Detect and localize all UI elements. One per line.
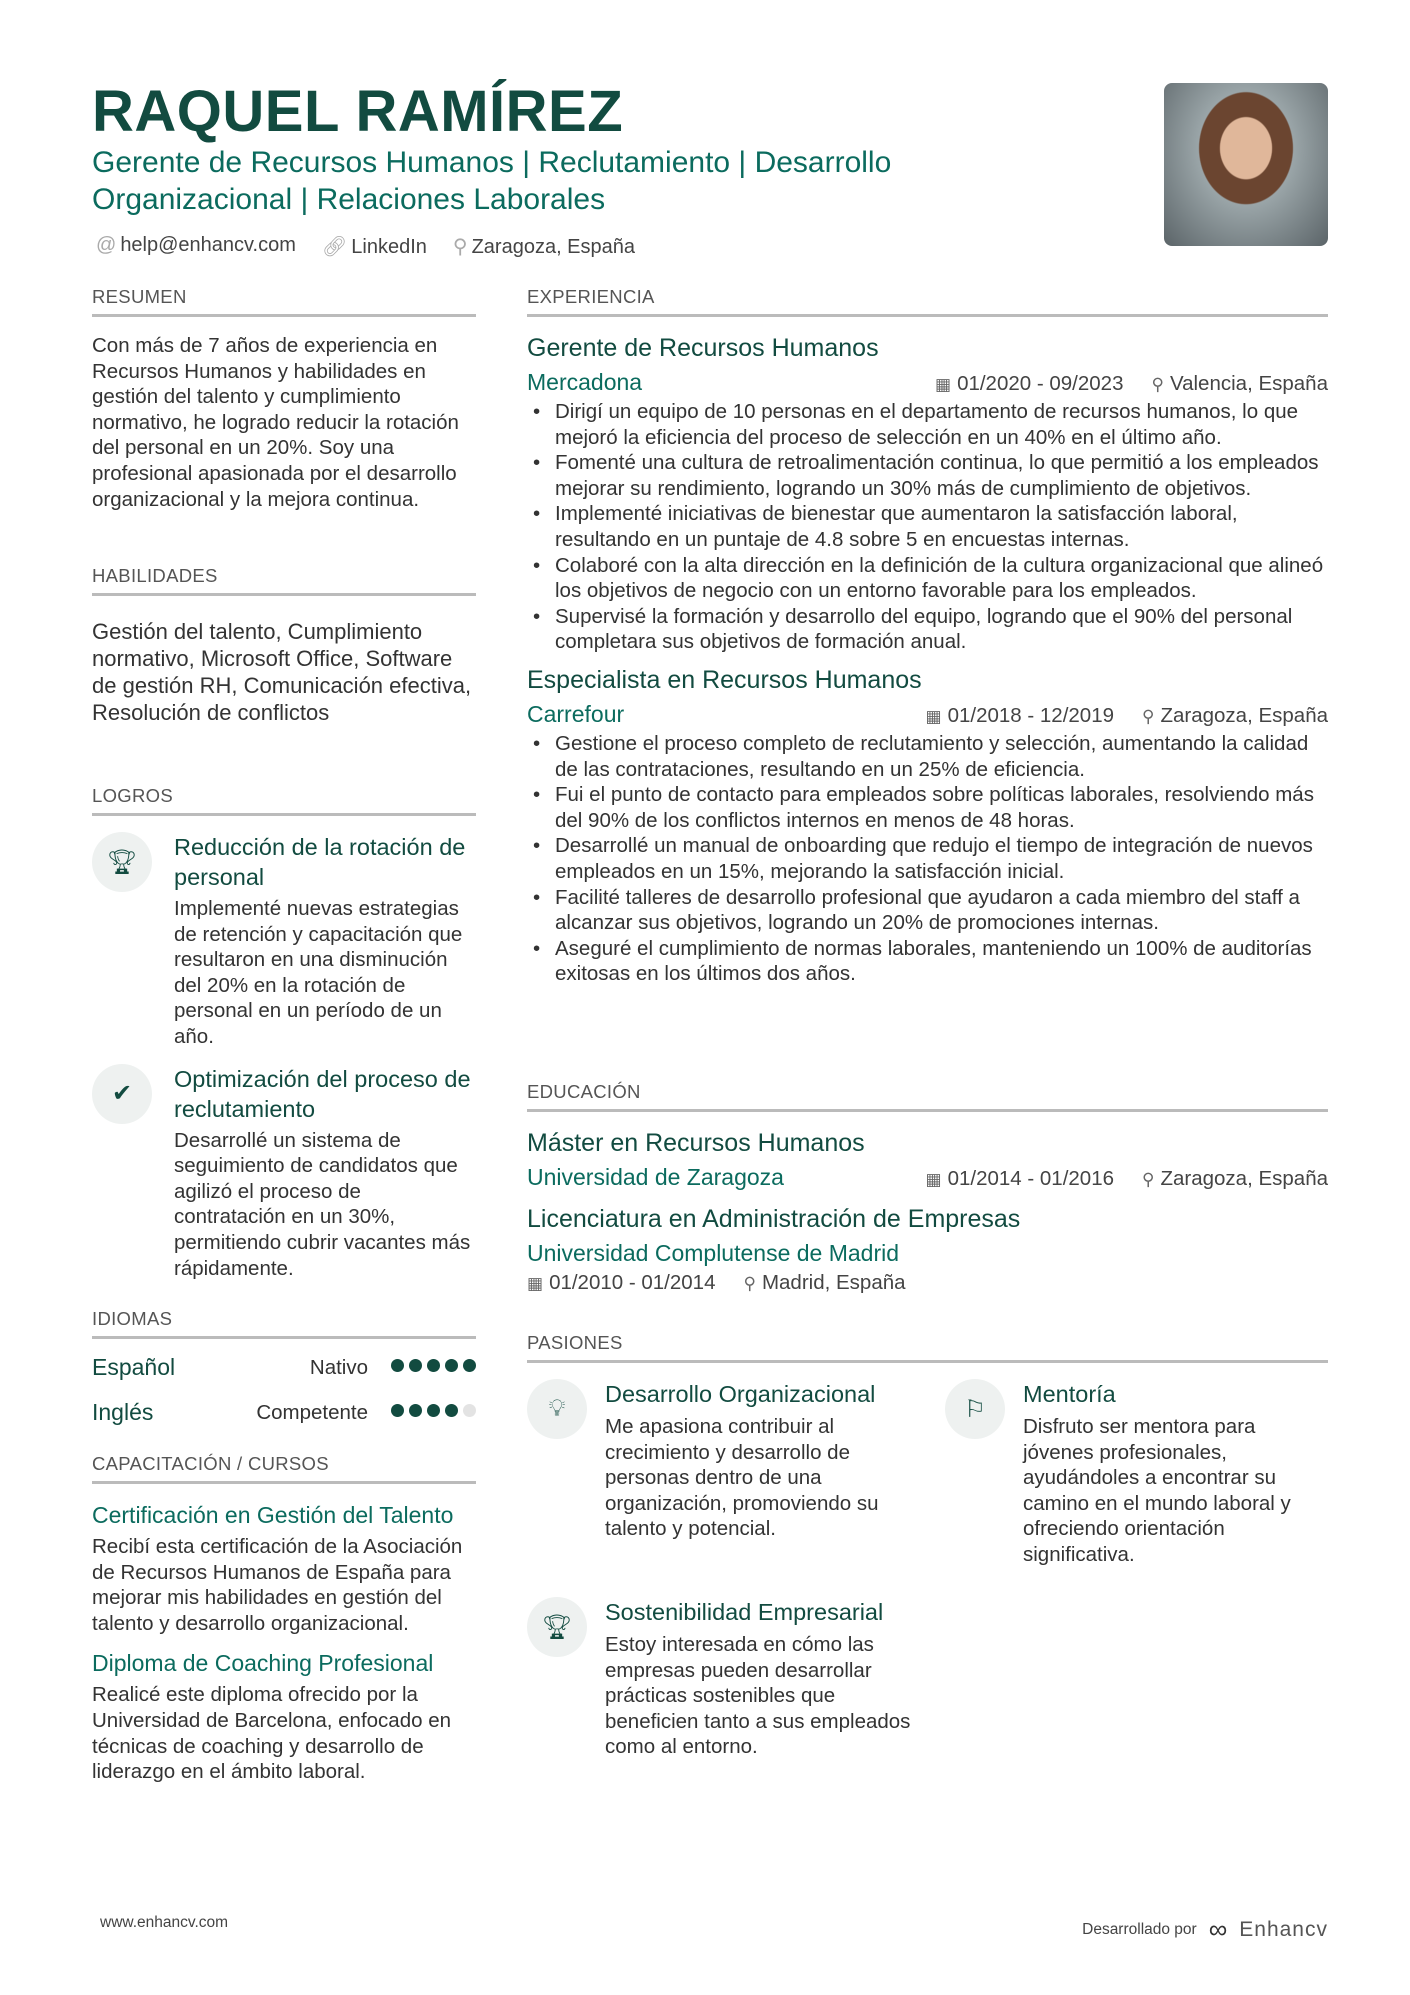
location-pin-icon: ⚲ [1142, 706, 1155, 726]
passion-item [527, 1597, 927, 1760]
education-section [527, 1081, 1328, 1295]
experience-section [527, 286, 1328, 987]
trophy-icon: 🏆︎ [527, 1597, 587, 1657]
passions-section [527, 1332, 1328, 1760]
achievement-item [92, 832, 476, 1050]
section-title: PASIONES [527, 1332, 1328, 1363]
course-text: Realicé este diploma ofrecido por la Universidad de Barcelona, enfocado en técnicas de coaching y desarrollo de liderazgo en el ámbito laboral. [92, 1683, 451, 1784]
language-level: Nativo [309, 1355, 368, 1379]
location-pin-icon: ⚲ [743, 1274, 756, 1293]
calendar-icon: ▦ [527, 1274, 544, 1293]
edu-dates: 01/2014 - 01/2016 [947, 1167, 1115, 1190]
bullet: • Supervisé la formación y desarrollo del equipo, logrando que el 90% del personal completara sus objetivos de formación anual. [527, 604, 1328, 655]
languages-section [92, 1308, 476, 1435]
flag-icon: ⚐ [945, 1379, 1005, 1439]
company-name: Mercadona [527, 369, 643, 395]
job-bullets [527, 399, 1328, 655]
section-title: RESUMEN [92, 286, 476, 317]
bullet: • Fui el punto de contacto para empleados sobre políticas laborales, resolviendo más del 90% de los conflictos internos en menos de 48 horas. [527, 782, 1328, 833]
achievement-text: Implementé nuevas estrategias de retención y capacitación que resultaron en una disminución del 20% en la rotación de personal en un período de un año. [174, 897, 463, 1048]
achievement-item [92, 1064, 476, 1282]
passion-title: Mentoría [1023, 1381, 1116, 1407]
job-role: Gerente de Recursos Humanos [527, 334, 879, 362]
section-title: EDUCACIÓN [527, 1081, 1328, 1112]
enhancv-logo-icon: ∞ [1208, 1914, 1228, 1944]
language-name: Español [92, 1354, 176, 1380]
email[interactable] [96, 234, 296, 259]
linkedin-link[interactable] [322, 234, 427, 259]
calendar-icon: ▦ [925, 706, 942, 726]
trophy-icon: 🏆︎ [92, 832, 152, 892]
skills-text: Gestión del talento, Cumplimiento normativo, Microsoft Office, Software de gestión RH, Comunicación efectiva, Resolución de conflictos [92, 619, 472, 725]
edu-location: Zaragoza, España [1160, 1167, 1328, 1190]
course-title: Diploma de Coaching Profesional [92, 1650, 434, 1677]
course-text: Recibí esta certificación de la Asociación de Recursos Humanos de España para mejorar mis habilidades en gestión del talento y desarrollo organizacional. [92, 1535, 463, 1635]
degree: Licenciatura en Administración de Empresas [527, 1205, 1021, 1233]
job-dates: 01/2020 - 09/2023 [957, 372, 1124, 395]
location-text: Zaragoza, España [471, 236, 636, 258]
course-title: Certificación en Gestión del Talento [92, 1502, 454, 1528]
job-entry [527, 333, 1328, 655]
at-icon: @ [96, 234, 117, 256]
achievement-title: Optimización del proceso de reclutamiento [174, 1065, 471, 1122]
profile-photo [1164, 83, 1328, 246]
section-title: HABILIDADES [92, 565, 476, 596]
location-pin-icon: ⚲ [1151, 375, 1164, 394]
skills-section [92, 565, 476, 726]
bullet: • Aseguré el cumplimiento de normas laborales, manteniendo un 100% de auditorías exitosas en los últimos dos años. [527, 936, 1328, 987]
passion-item [945, 1379, 1325, 1579]
brand-name: Enhancv [1239, 1917, 1328, 1941]
job-dates: 01/2018 - 12/2019 [947, 703, 1115, 727]
candidate-name: RAQUEL RAMÍREZ [92, 79, 624, 144]
bullet: • Dirigí un equipo de 10 personas en el departamento de recursos humanos, lo que mejoró la eficiencia del proceso de selección en un 40% en el último año. [527, 399, 1328, 450]
calendar-icon: ▦ [925, 1170, 942, 1189]
bullet: • Fomenté una cultura de retroalimentación continua, lo que permitió a los empleados mejorar su rendimiento, logrando un 30% más de cumplimiento de objetivos. [527, 450, 1328, 501]
job-bullets [527, 731, 1328, 987]
section-title: EXPERIENCIA [527, 286, 1328, 317]
location [453, 234, 635, 259]
location-pin-icon: ⚲ [452, 236, 468, 258]
language-item [92, 1345, 476, 1390]
section-title: LOGROS [92, 785, 476, 816]
achievement-text: Desarrollé un sistema de seguimiento de candidatos que agilizó el proceso de contratación en un 30%, permitiendo cubrir vacantes más rápidamente. [174, 1128, 471, 1280]
courses-section [92, 1453, 476, 1785]
footer-branding [1082, 1914, 1328, 1945]
job-role: Especialista en Recursos Humanos [527, 665, 922, 694]
achievements-section [92, 785, 476, 1295]
footer-website[interactable]: www.enhancv.com [100, 1914, 229, 1931]
achievement-title: Reducción de la rotación de personal [174, 834, 466, 890]
passion-text: Me apasiona contribuir al crecimiento y desarrollo de personas dentro de una organización, promoviendo su talento y potencial. [605, 1415, 879, 1541]
bullet: • Implementé iniciativas de bienestar que aumentaron la satisfacción laboral, resultando en un puntaje de 4.8 sobre 5 en encuestas internas. [527, 501, 1328, 552]
section-title: CAPACITACIÓN / CURSOS [92, 1453, 476, 1484]
check-icon: ✔ [92, 1064, 152, 1124]
section-title: IDIOMAS [92, 1308, 476, 1339]
calendar-icon: ▦ [935, 375, 952, 394]
lightbulb-icon: 💡︎ [527, 1379, 587, 1439]
language-item [92, 1390, 476, 1435]
powered-by: Desarrollado por [1082, 1920, 1197, 1938]
language-name: Inglés [92, 1399, 154, 1425]
contact-info [96, 234, 635, 259]
bullet: • Gestione el proceso completo de reclutamiento y selección, aumentando la calidad de las contrataciones, resultando en un 25% de eficiencia. [527, 731, 1328, 782]
school: Universidad Complutense de Madrid [527, 1240, 900, 1266]
passion-title: Sostenibilidad Empresarial [605, 1599, 884, 1625]
summary-text: Con más de 7 años de experiencia en Recursos Humanos y habilidades en gestión del talento y cumplimiento normativo, he logrado reducir la rotación del personal en un 20%. Soy una profesional apasionada por el desarrollo organizacional y la mejora continua. [92, 334, 459, 511]
job-location: Zaragoza, España [1160, 703, 1328, 727]
degree: Máster en Recursos Humanos [527, 1129, 865, 1157]
language-level: Competente [256, 1400, 368, 1424]
bullet: • Colaboré con la alta dirección en la definición de la cultura organizacional que alineó los objetivos de negocio con un entorno favorable para los empleados. [527, 553, 1328, 604]
company-name: Carrefour [527, 700, 625, 727]
job-location: Valencia, España [1169, 372, 1328, 395]
passion-text: Disfruto ser mentora para jóvenes profesionales, ayudándoles a encontrar su camino en el mundo laboral y ofreciendo orientación significativa. [1023, 1415, 1291, 1566]
rating-dots [386, 1359, 476, 1377]
linkedin-text: LinkedIn [351, 236, 427, 258]
location-pin-icon: ⚲ [1142, 1170, 1155, 1189]
passion-text: Estoy interesada en cómo las empresas pueden desarrollar prácticas sostenibles que beneficien tanto a sus empleados como al entorno. [605, 1633, 911, 1759]
rating-dots [386, 1404, 476, 1422]
passion-title: Desarrollo Organizacional [605, 1381, 876, 1407]
edu-dates: 01/2010 - 01/2014 [549, 1271, 716, 1294]
bullet: • Facilité talleres de desarrollo profesional que ayudaron a cada miembro del staff a alcanzar sus objetivos, logrando un 20% de promociones internas. [527, 885, 1328, 936]
passion-item [527, 1379, 927, 1579]
school: Universidad de Zaragoza [527, 1164, 784, 1190]
edu-location: Madrid, España [761, 1271, 906, 1294]
summary-section [92, 286, 476, 512]
candidate-title: Gerente de Recursos Humanos | Reclutamiento | Desarrollo Organizacional | Relaciones Laborales [92, 146, 892, 216]
email-text: help@enhancv.com [120, 234, 296, 256]
job-entry [527, 665, 1328, 987]
link-icon: 🔗︎ [321, 236, 348, 258]
bullet: • Desarrollé un manual de onboarding que redujo el tiempo de integración de nuevos empleados en un 15%, mejorando la satisfacción inicial. [527, 833, 1328, 884]
